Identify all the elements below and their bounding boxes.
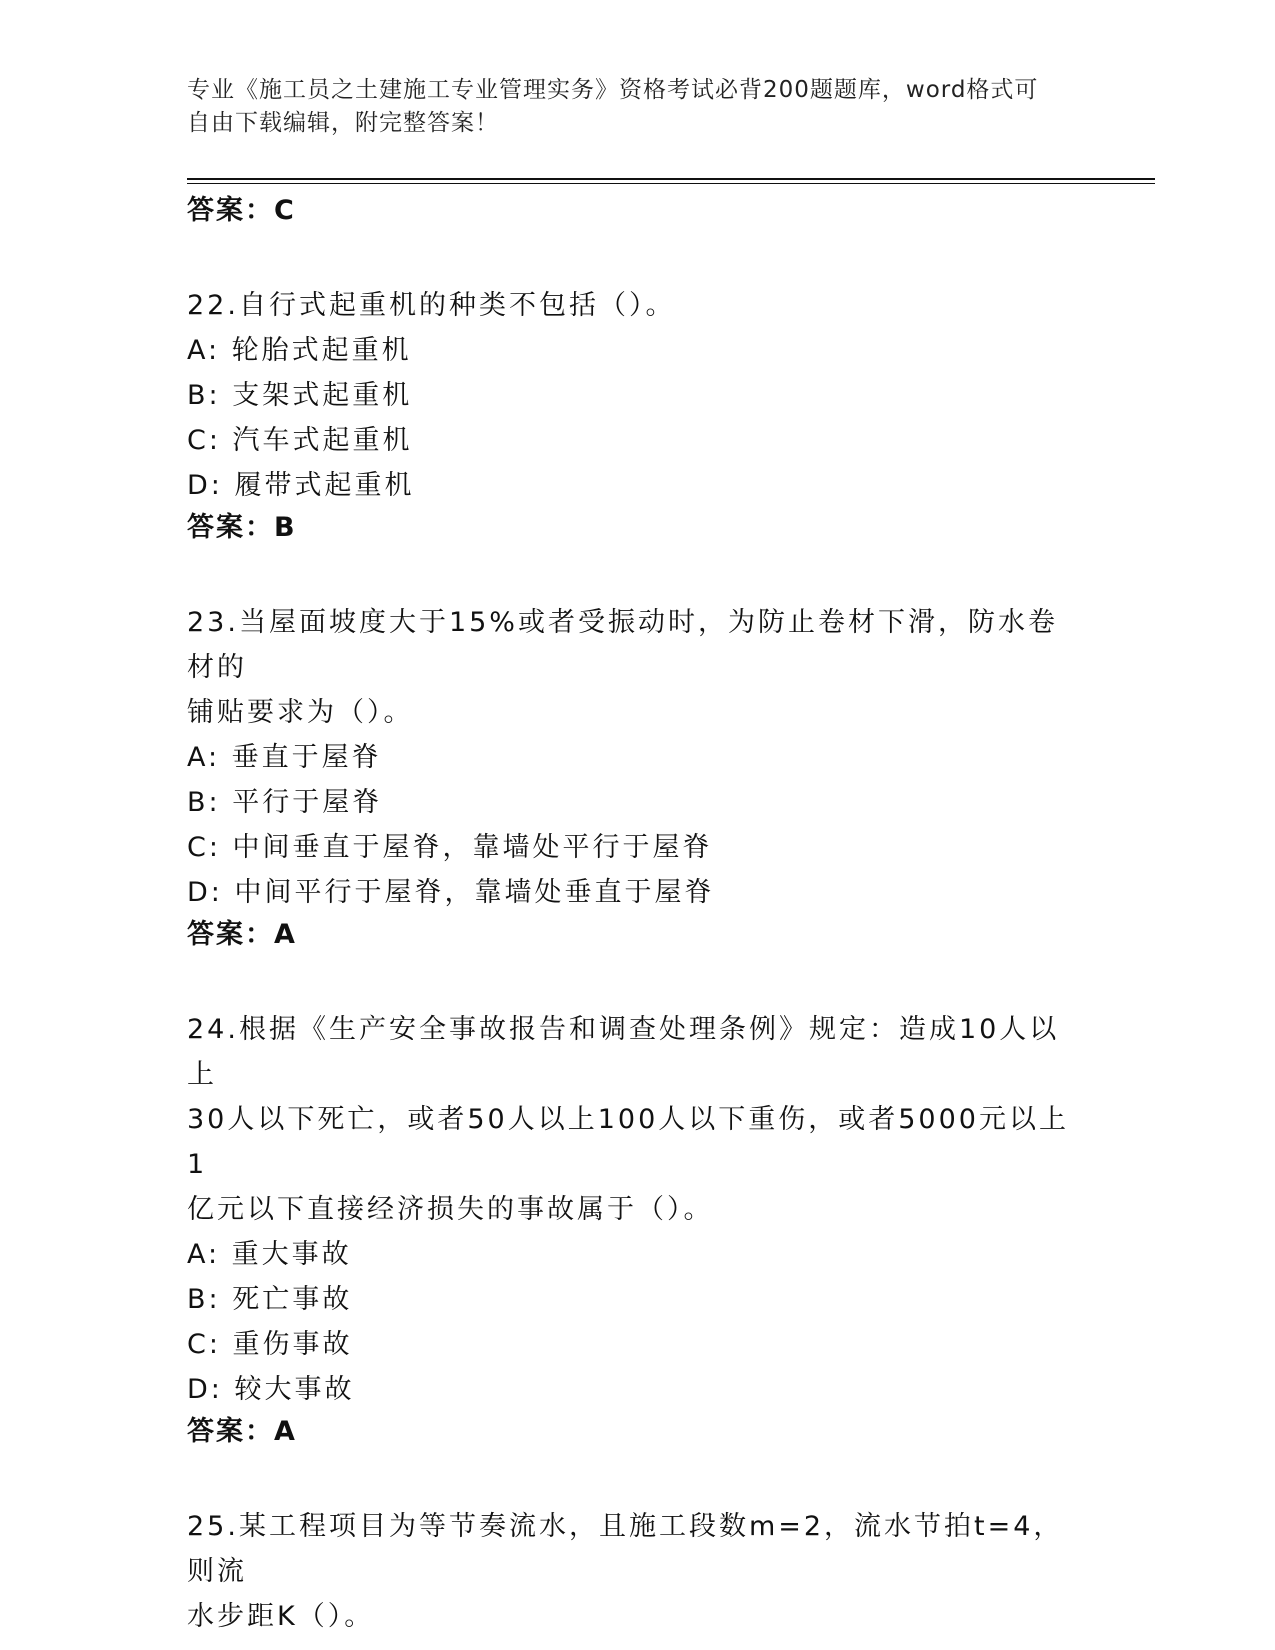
header-line-2: 自由下载编辑，附完整答案！ xyxy=(187,110,499,136)
option-d: D: 中间平行于屋脊，靠墙处垂直于屋脊 xyxy=(187,877,715,908)
question-text-line-1: 23.当屋面坡度大于15%或者受振动时，为防止卷材下滑，防水卷材的 xyxy=(187,607,1058,683)
option-a: A: 重大事故 xyxy=(187,1239,352,1270)
answer: 答案：A xyxy=(187,919,297,950)
answer: 答案：B xyxy=(187,512,297,543)
question-23 xyxy=(187,600,1087,955)
option-d: D: 履带式起重机 xyxy=(187,470,415,501)
question-content xyxy=(187,191,1087,1639)
question-22 xyxy=(187,283,1087,548)
option-c: C: 汽车式起重机 xyxy=(187,425,413,456)
question-text: 22.自行式起重机的种类不包括（）。 xyxy=(187,290,676,321)
header-rule-thick xyxy=(187,178,1155,180)
question-text-line-2: 铺贴要求为（）。 xyxy=(187,697,414,728)
option-b: B: 平行于屋脊 xyxy=(187,787,383,818)
question-text-line-1: 24.根据《生产安全事故报告和调查处理条例》规定：造成10人以上 xyxy=(187,1014,1060,1090)
option-c: C: 重伤事故 xyxy=(187,1329,353,1360)
question-text-line-2: 水步距K（）。 xyxy=(187,1601,375,1632)
option-a: A: 轮胎式起重机 xyxy=(187,335,412,366)
answer-21: 答案：C xyxy=(187,195,296,226)
header-line-1: 专业《施工员之土建施工专业管理实务》资格考试必背200题题库，word格式可 xyxy=(187,77,1039,103)
option-a: A: 垂直于屋脊 xyxy=(187,742,382,773)
option-b: B: 支架式起重机 xyxy=(187,380,413,411)
question-text-line-1: 25.某工程项目为等节奏流水，且施工段数m=2，流水节拍t=4，则流 xyxy=(187,1511,1064,1587)
question-24 xyxy=(187,1007,1087,1452)
answer: 答案：A xyxy=(187,1416,297,1447)
option-d: D: 较大事故 xyxy=(187,1374,355,1405)
page-header xyxy=(187,74,1087,140)
question-text-line-3: 亿元以下直接经济损失的事故属于（）。 xyxy=(187,1194,714,1225)
option-b: B: 死亡事故 xyxy=(187,1284,353,1315)
question-text-line-2: 30人以下死亡，或者50人以上100人以下重伤，或者5000元以上1 xyxy=(187,1104,1069,1180)
option-c: C: 中间垂直于屋脊，靠墙处平行于屋脊 xyxy=(187,832,713,863)
header-rule-thin xyxy=(187,183,1155,184)
question-25 xyxy=(187,1504,1087,1639)
